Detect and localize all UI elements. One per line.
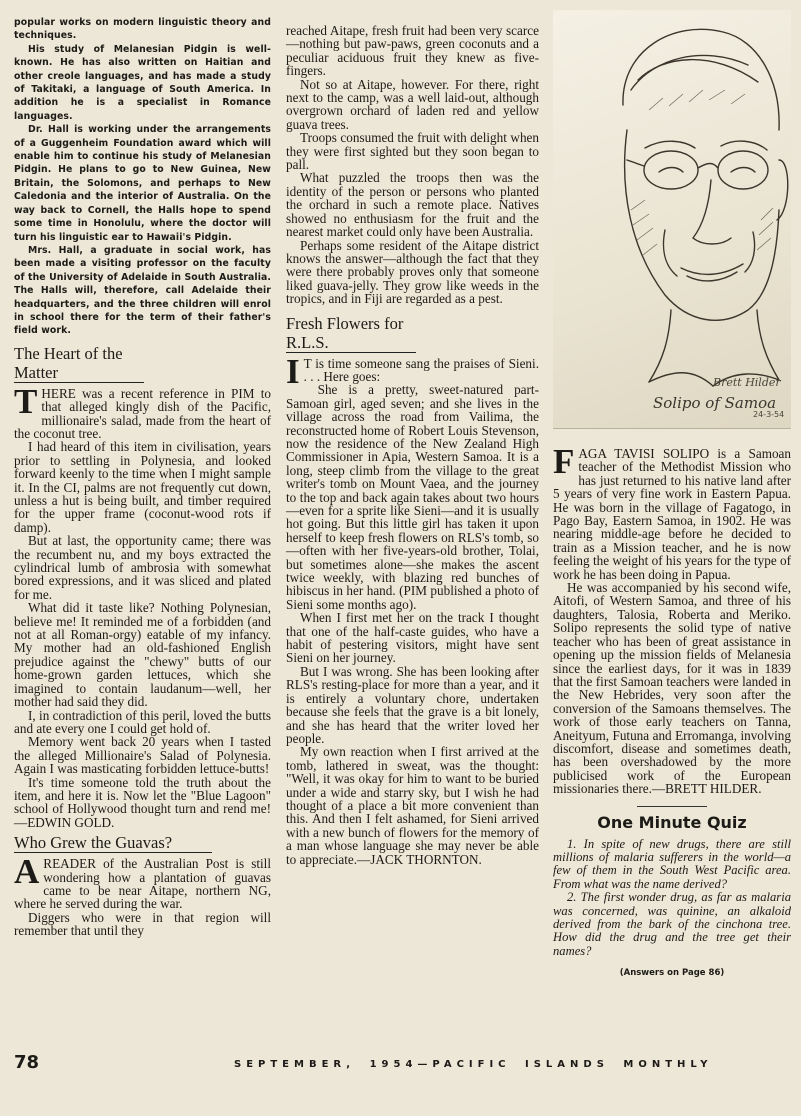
- heart-first-text: HERE was a recent reference in PIM to that alleged kingly dish of the Pacific, millionaire's salad, made from the heart of the coconut tree.: [14, 385, 271, 441]
- heart-article: [14, 381, 271, 830]
- intro-section: [14, 16, 271, 338]
- quiz-title-text: One Minute Quiz: [597, 812, 747, 832]
- quiz-question: 1. In spite of new drugs, there are still millions of malaria sufferers in the world—a few of them in the South West Pacific area. From what was the name derived?: [553, 836, 791, 891]
- guavas-article: [14, 852, 271, 939]
- guavas-cont-paragraph: Perhaps some resident of the Aitape district knows the answer—although the fact that they were there probably proves only that someone liked guava-jelly. They grow like weeds in the tropics, and in Fiji are regarded as a pest.: [286, 237, 539, 307]
- artist-signature: Brett Hilder: [713, 376, 781, 389]
- heart-paragraph: What did it taste like? Nothing Polynesian, believe me! It reminded me of a forbidden (and not at all Roman-orgy) eatable of my infancy. My mother had an old-fashioned English prejudice against the "chewy" butts of our home-grown garden lettuces, which she imagined to contain laudanum—well, her mother had said they did.: [14, 600, 271, 710]
- solipo-paragraph: He was accompanied by his second wife, Aitofi, of Western Samoa, and three of his daughters, Talosia, Roberta and Meriko. Solipo represents the solid type of native teacher who has been of great assistance in opening up the mission fields of Melanesia since the earliest days, for it was in 1839 that the first Samoan teachers were landed in the New Hebrides, very soon after the conversion of the Samoans themselves. The work of those early teachers on Tanna, Aneityum, Futuna and Erromanga, involving discomfort, disease and sometimes death, has been overshadowed by the more publicised work of the European missionaries there.—BRETT HILDER.: [553, 580, 791, 797]
- guavas-heading: Who Grew the Guavas?: [14, 833, 212, 853]
- flowers-paragraph: She is a pretty, sweet-natured part-Samoan girl, aged seven; and she lives in the village across the road from Vailima, the reconstructed home of Robert Louis Stevenson, now the residence of the New Zealand High Commissioner in Apia, Western Samoa. It is a long, steep climb from the village to the great writer's tomb on Mount Vaea, and the journey to the top and back again takes about two hours—even for a sprite like Sieni—and it is usually hot going. But this little girl has taken it upon herself to keep fresh flowers on RLS's tomb, so—often with her five-years-old brother, Tolai, but sometimes alone—she makes the ascent twice weekly, with blazing red bunches of hibiscus in her hand. (PIM published a photo of Sieni some months ago).: [286, 382, 539, 612]
- page-number: 78: [14, 1052, 40, 1073]
- heart-paragraph: But at last, the opportunity came; there was the recumbent nu, and my boys extracted the cylindrical lumb of ambrosia with somewhat bored expressions, and it was sliced and plated for me.: [14, 533, 271, 602]
- flowers-dropcap: I: [286, 351, 300, 391]
- solipo-first-paragraph: [553, 442, 791, 582]
- portrait-caption: Solipo of Samoa: [653, 394, 777, 412]
- flowers-heading: [286, 314, 539, 353]
- flowers-heading-line1: Fresh Flowers for: [286, 313, 404, 333]
- heart-paragraph: I, in contradiction of this peril, loved the butts and ate every one I could get hold of.: [14, 707, 271, 736]
- heart-paragraph: It's time someone told the truth about the item, and here it is. Now let the "Blue Lagoon" school of Hollywood thought turn and rend me!—EDWIN GOLD.: [14, 774, 271, 830]
- guavas-first-paragraph: [14, 852, 271, 912]
- guavas-paragraph: Diggers who were in that region will remember that until they: [14, 909, 271, 939]
- heart-first-paragraph: [14, 381, 271, 441]
- heart-paragraph: Memory went back 20 years when I tasted the alleged Millionaire's Salad of Polynesia. Again I was masticating forbidden lettuce-butts!: [14, 734, 271, 777]
- column-2: [286, 24, 539, 866]
- solipo-portrait-sketch: [553, 10, 791, 429]
- intro-paragraph: His study of Melanesian Pidgin is well-known. He has also written on Haitian and other creole languages, and has made a study of Takitaki, a language of South America. In addition he is a specialist in Romance languages.: [14, 43, 271, 122]
- column-3: [553, 8, 791, 978]
- portrait-drawing: [553, 10, 791, 428]
- guavas-cont-paragraph: Not so at Aitape, however. For there, right next to the camp, was a well laid-out, although overgrown orchard of laden red and yellow guava trees.: [286, 76, 539, 132]
- flowers-first-text: T is time someone sang the praises of Sieni. . . . Here goes:: [303, 355, 539, 384]
- guavas-continued: [286, 24, 539, 306]
- flowers-first-paragraph: [286, 351, 539, 391]
- intro-paragraph: Dr. Hall is working under the arrangements of a Guggenheim Foundation award which will enable him to continue his study of Melanesian Pidgin. He plans to go to New Guinea, New Britain, the Solomons, and perhaps to New Caledonia and the interior of Australia. On the way back to Cornell, the Halls hope to spend some time in Honolulu, where the doctor will turn his linguistic ear to Hawaii's Pidgin.: [14, 124, 271, 243]
- solipo-article: [553, 442, 791, 797]
- guavas-first-text: READER of the Australian Post is still wondering how a plantation of guavas came to be near Aitape, northern NG, where he served during the war.: [14, 856, 271, 912]
- flowers-paragraph: When I first met her on the track I thought that one of the half-caste guides, who have a habit of pestering visitors, might have sent Sieni on her journey.: [286, 610, 539, 666]
- quiz-answers-note: (Answers on Page 86): [619, 968, 725, 979]
- intro-paragraph: popular works on modern linguistic theory and techniques.: [14, 17, 271, 42]
- flowers-paragraph: My own reaction when I first arrived at the tomb, lathered in sweat, was the thought: "Well, it was okay for him to want to be buried under a wide and starry sky, but I wish he had thought of a place a bit more convenient than this. And then I felt ashamed, for Sieni arrived with a new bunch of flowers for the memory of a man whose language she may never be able to appreciate.—JACK THORNTON.: [286, 744, 539, 867]
- heart-heading-line1: The Heart of the: [14, 343, 123, 363]
- flowers-heading-line2: R.L.S.: [286, 333, 416, 353]
- signature-date: 24-3-54: [753, 410, 785, 419]
- page-footer: [14, 1050, 789, 1080]
- heart-heading-line2: Matter: [14, 363, 144, 383]
- running-title: SEPTEMBER, 1954—PACIFIC ISLANDS MONTHLY: [234, 1059, 713, 1070]
- solipo-first-text: AGA TAVISI SOLIPO is a Samoan teacher of the Methodist Mission who has just returned to his native land after 5 years of very fine work in Eastern Papua. He was born in the village of Fagatogo, in Pago Bay, Eastern Samoa, in 1902. He was nearing middle-age before he decided to train as a Mission teacher, and he is now feeling the weight of his years for the type of work he has been doing in Papua.: [553, 446, 791, 582]
- quiz-rule: [637, 806, 707, 807]
- heart-paragraph: I had heard of this item in civilisation, years prior to settling in Polynesia, and looked forward keenly to the time when I might sample it. In the CI, palms are not frequently cut down, unless a hut is being built, and timber required for the upper frame (coconut-wood rots if damp).: [14, 439, 271, 535]
- intro-paragraph: Mrs. Hall, a graduate in social work, has been made a visiting professor on the faculty of the University of Adelaide in South Australia. The Halls will, therefore, call Adelaide their headquarters, and the three children will enrol in school there for the term of their father's field work.: [14, 244, 271, 337]
- quiz-question: 2. The first wonder drug, as far as malaria was concerned, was quinine, an alkaloid derived from the bark of the cinchona tree. How did the drug and the tree get their names?: [553, 890, 791, 958]
- heart-heading: [14, 344, 271, 383]
- quiz-title: [553, 806, 791, 832]
- flowers-article: [286, 351, 539, 867]
- heart-dropcap: T: [14, 381, 38, 421]
- quiz-section: [553, 838, 791, 959]
- column-1: [14, 16, 271, 938]
- guavas-cont-paragraph: reached Aitape, fresh fruit had been very scarce—nothing but paw-paws, green coconuts and a peculiar aciduous fruit they knew as five-fingers.: [286, 23, 539, 79]
- guavas-cont-paragraph: Troops consumed the fruit with delight when they were first sighted but they soon began to pall.: [286, 130, 539, 173]
- guavas-dropcap: A: [14, 852, 40, 892]
- guavas-cont-paragraph: What puzzled the troops then was the identity of the person or persons who planted the orchard in such a remote place. Natives showed no enthusiasm for the fruit and the nearest market could only have been Australia.: [286, 170, 539, 240]
- flowers-paragraph: But I was wrong. She has been looking after RLS's resting-place for more than a year, and it is entirely a voluntary chore, undertaken because she feels that the grave is a bit lonely, and she has heard that the writer loved her people.: [286, 663, 539, 746]
- solipo-dropcap: F: [553, 442, 575, 481]
